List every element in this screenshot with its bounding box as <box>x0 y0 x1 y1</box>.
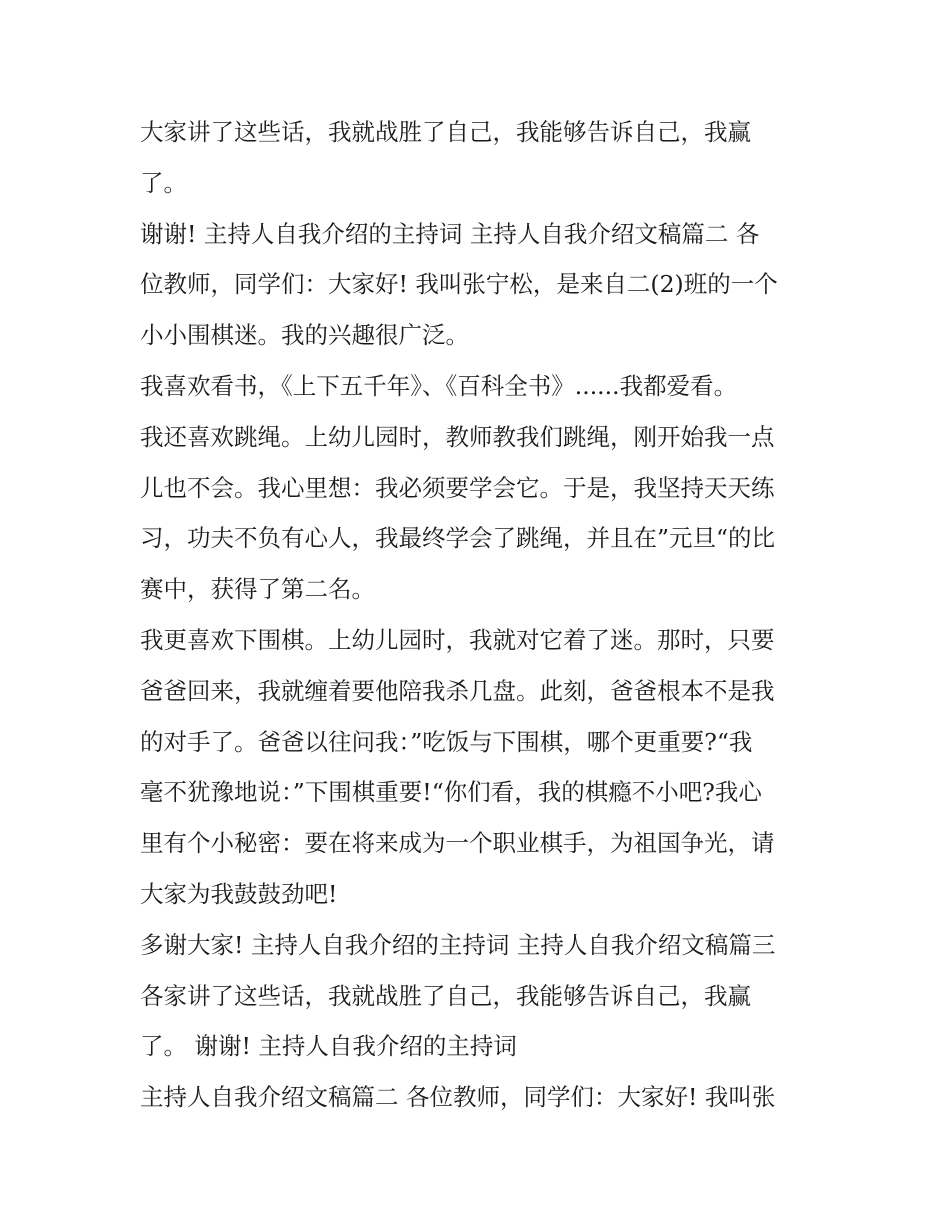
text-line: 里有个小秘密：要在将来成为一个职业棋手，为祖国争光，请 <box>140 829 775 858</box>
text-line: 各家讲了这些话，我就战胜了自己，我能够告诉自己，我赢 <box>140 981 751 1010</box>
document-body <box>140 107 820 1123</box>
text-line: 我喜欢看书，《上下五千年》、《百科全书》......我都爱看。 <box>140 371 738 400</box>
text-line: 主持人自我介绍文稿篇二 各位教师，同学们：大家好! 我叫张 <box>140 1083 776 1112</box>
text-line: 赛中，获得了第二名。 <box>140 575 375 604</box>
text-line: 毫不犹豫地说：”下围棋重要!“你们看，我的棋瘾不小吧?我心 <box>140 778 762 807</box>
text-line: 我更喜欢下围棋。上幼儿园时，我就对它着了迷。那时，只要 <box>140 625 775 654</box>
text-line: 多谢大家! 主持人自我介绍的主持词 主持人自我介绍文稿篇三 <box>140 930 776 959</box>
text-line: 我还喜欢跳绳。上幼儿园时，教师教我们跳绳，刚开始我一点 <box>140 422 775 451</box>
text-line: 位教师，同学们：大家好! 我叫张宁松，是来自二(2)班的一个 <box>140 270 778 299</box>
text-line: 大家为我鼓鼓劲吧! <box>140 879 338 908</box>
text-line: 小小围棋迷。我的兴趣很广泛。 <box>140 321 469 350</box>
text-line: 儿也不会。我心里想：我必须要学会它。于是，我坚持天天练 <box>140 473 775 502</box>
text-line: 谢谢! 主持人自我介绍的主持词 主持人自我介绍文稿篇二 各 <box>140 219 760 248</box>
text-line: 的对手了。爸爸以往问我：”吃饭与下围棋，哪个更重要?“我 <box>140 727 753 756</box>
text-line: 大家讲了这些话，我就战胜了自己，我能够告诉自己，我赢 <box>140 118 751 146</box>
text-line: 爸爸回来，我就缠着要他陪我杀几盘。此刻，爸爸根本不是我 <box>140 676 775 705</box>
text-line: 了。 <box>140 168 187 197</box>
text-line: 习，功夫不负有心人，我最终学会了跳绳，并且在”元旦“的比 <box>140 524 776 553</box>
text-line: 了。 谢谢! 主持人自我介绍的主持词 <box>140 1032 517 1061</box>
